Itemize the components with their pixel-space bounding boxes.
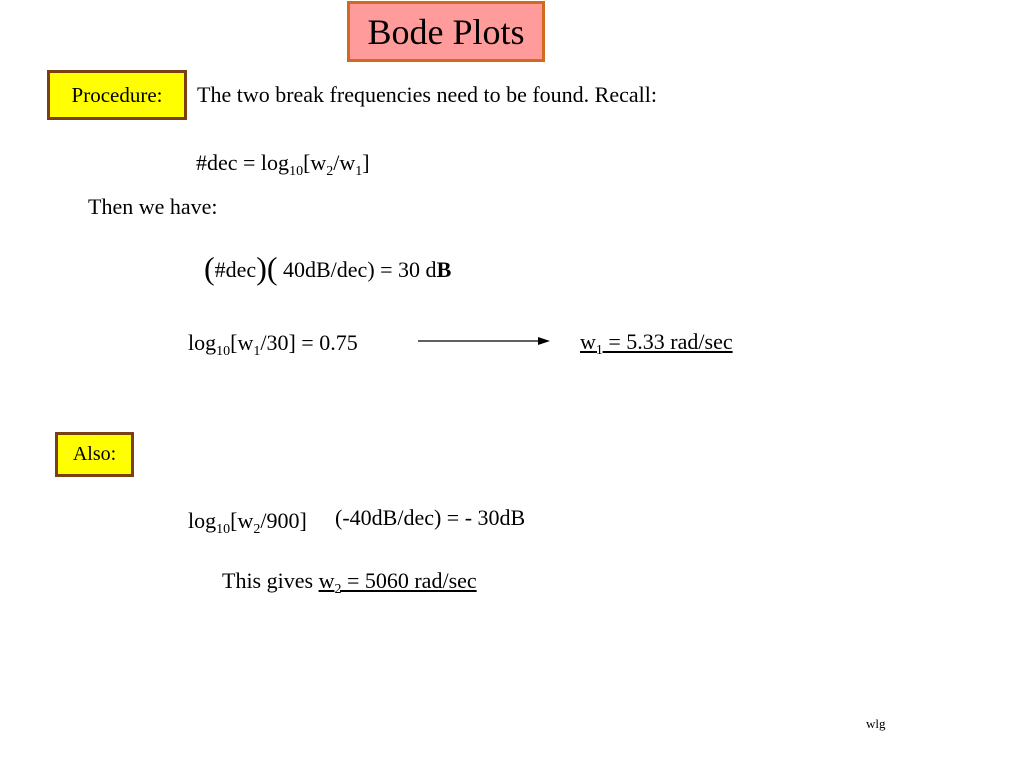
also-label-box xyxy=(55,432,134,477)
footer-initials: wlg xyxy=(866,716,886,731)
result-w1: $w_1 = 5.33$ rad/sec xyxy=(580,329,733,358)
equation-w2: $\log_{10}[w_2/900]$ xyxy=(188,508,307,537)
intro-text: The two break frequencies need to be found. Recall: xyxy=(197,82,657,107)
procedure-label: Procedure: xyxy=(71,82,163,107)
equation-w1: $\log_{10}[w_1/30] = 0.75$ xyxy=(188,330,358,359)
dec-formula: #dec = $\log_{10}[w_2/w_1]$ xyxy=(196,150,370,179)
right-arrow-icon xyxy=(418,334,550,348)
result-w2: This gives $w_2 = 5060$ rad/sec xyxy=(222,568,477,597)
slide-title xyxy=(347,1,545,62)
equation-w2-rhs: (-40dB/dec) = - 30dB xyxy=(335,505,526,530)
equation-decades: (#dec)( 40dB/dec) = 30 dB xyxy=(204,250,452,286)
slide-title-text: Bode Plots xyxy=(367,11,525,52)
also-label: Also: xyxy=(72,443,117,465)
then-text: Then we have: xyxy=(88,194,218,219)
procedure-label-box xyxy=(47,70,187,120)
